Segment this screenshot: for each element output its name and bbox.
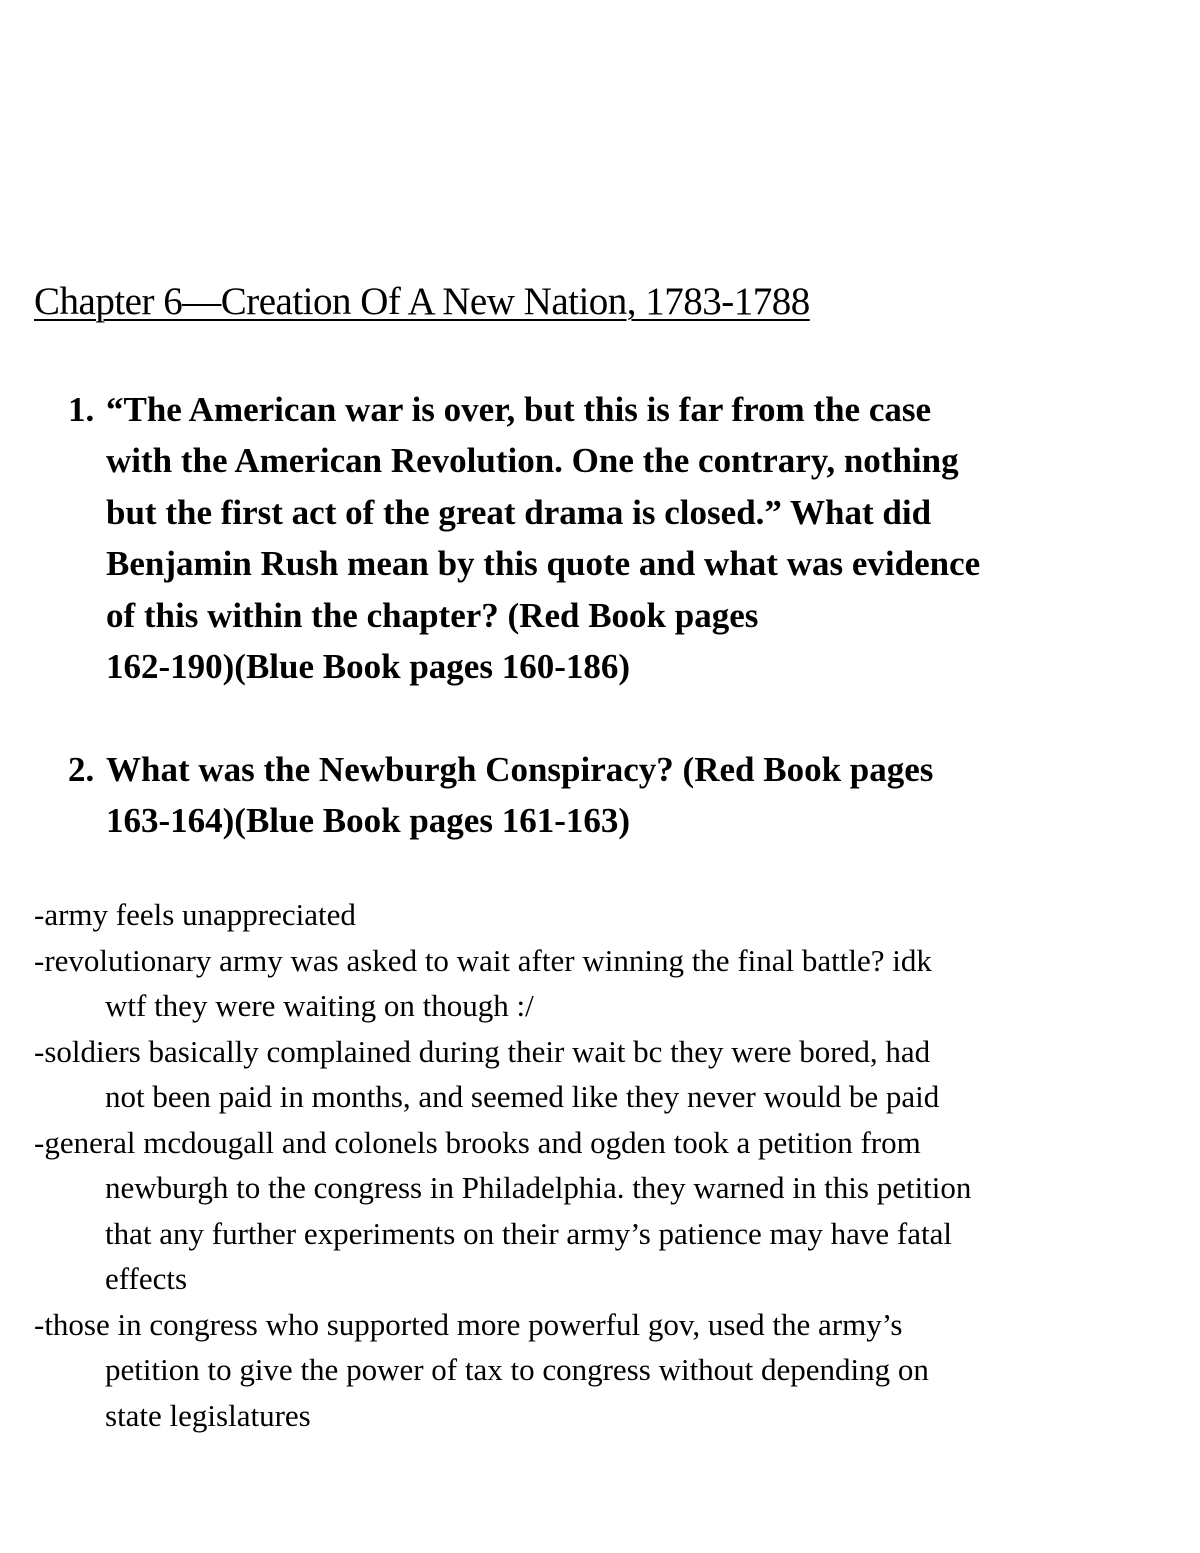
question-number: 1. (68, 390, 95, 429)
chapter-title: Chapter 6—Creation Of A New Nation, 1783-1788 (34, 280, 810, 323)
note-item (34, 1120, 1174, 1302)
note-line: -revolutionary army was asked to wait after winning the final battle? idk (34, 942, 932, 978)
note-line: -general mcdougall and colonels brooks and ogden took a petition from (34, 1124, 921, 1160)
note-line: -those in congress who supported more powerful gov, used the army’s (34, 1306, 903, 1342)
note-line: state legislatures (105, 1397, 311, 1433)
question-line: of this within the chapter? (Red Book pages (106, 595, 759, 635)
note-item (34, 1302, 1174, 1439)
note-line: not been paid in months, and seemed like they never would be paid (105, 1079, 940, 1114)
note-line: newburgh to the congress in Philadelphia. they warned in this petition (105, 1170, 972, 1205)
question-2 (68, 744, 1178, 847)
note-line: wtf they were waiting on though :/ (105, 988, 534, 1023)
note-item (34, 892, 1174, 938)
note-line: -soldiers basically complained during their wait bc they were bored, had (34, 1033, 931, 1069)
question-line: 163-164)(Blue Book pages 161-163) (106, 801, 631, 841)
note-line: petition to give the power of tax to congress without depending on (105, 1352, 929, 1387)
question-line: Benjamin Rush mean by this quote and what was evidence (106, 544, 981, 584)
question-number: 2. (68, 750, 95, 789)
note-line: effects (105, 1261, 188, 1296)
note-line: that any further experiments on their army’s patience may have fatal (105, 1215, 952, 1251)
question-line: “The American war is over, but this is far from the case (106, 390, 932, 429)
question-line: but the first act of the great drama is closed.” What did (106, 492, 932, 532)
question-line: with the American Revolution. One the contrary, nothing (106, 441, 959, 481)
note-item (34, 1029, 1174, 1120)
question-text (106, 384, 1178, 692)
question-text (106, 744, 1178, 847)
note-line: -army feels unappreciated (34, 897, 356, 932)
question-1 (68, 384, 1178, 692)
note-item (34, 938, 1174, 1029)
answer-notes (34, 892, 1174, 1438)
question-line: 162-190)(Blue Book pages 160-186) (106, 647, 631, 687)
question-line: What was the Newburgh Conspiracy? (Red Book pages (106, 750, 934, 789)
